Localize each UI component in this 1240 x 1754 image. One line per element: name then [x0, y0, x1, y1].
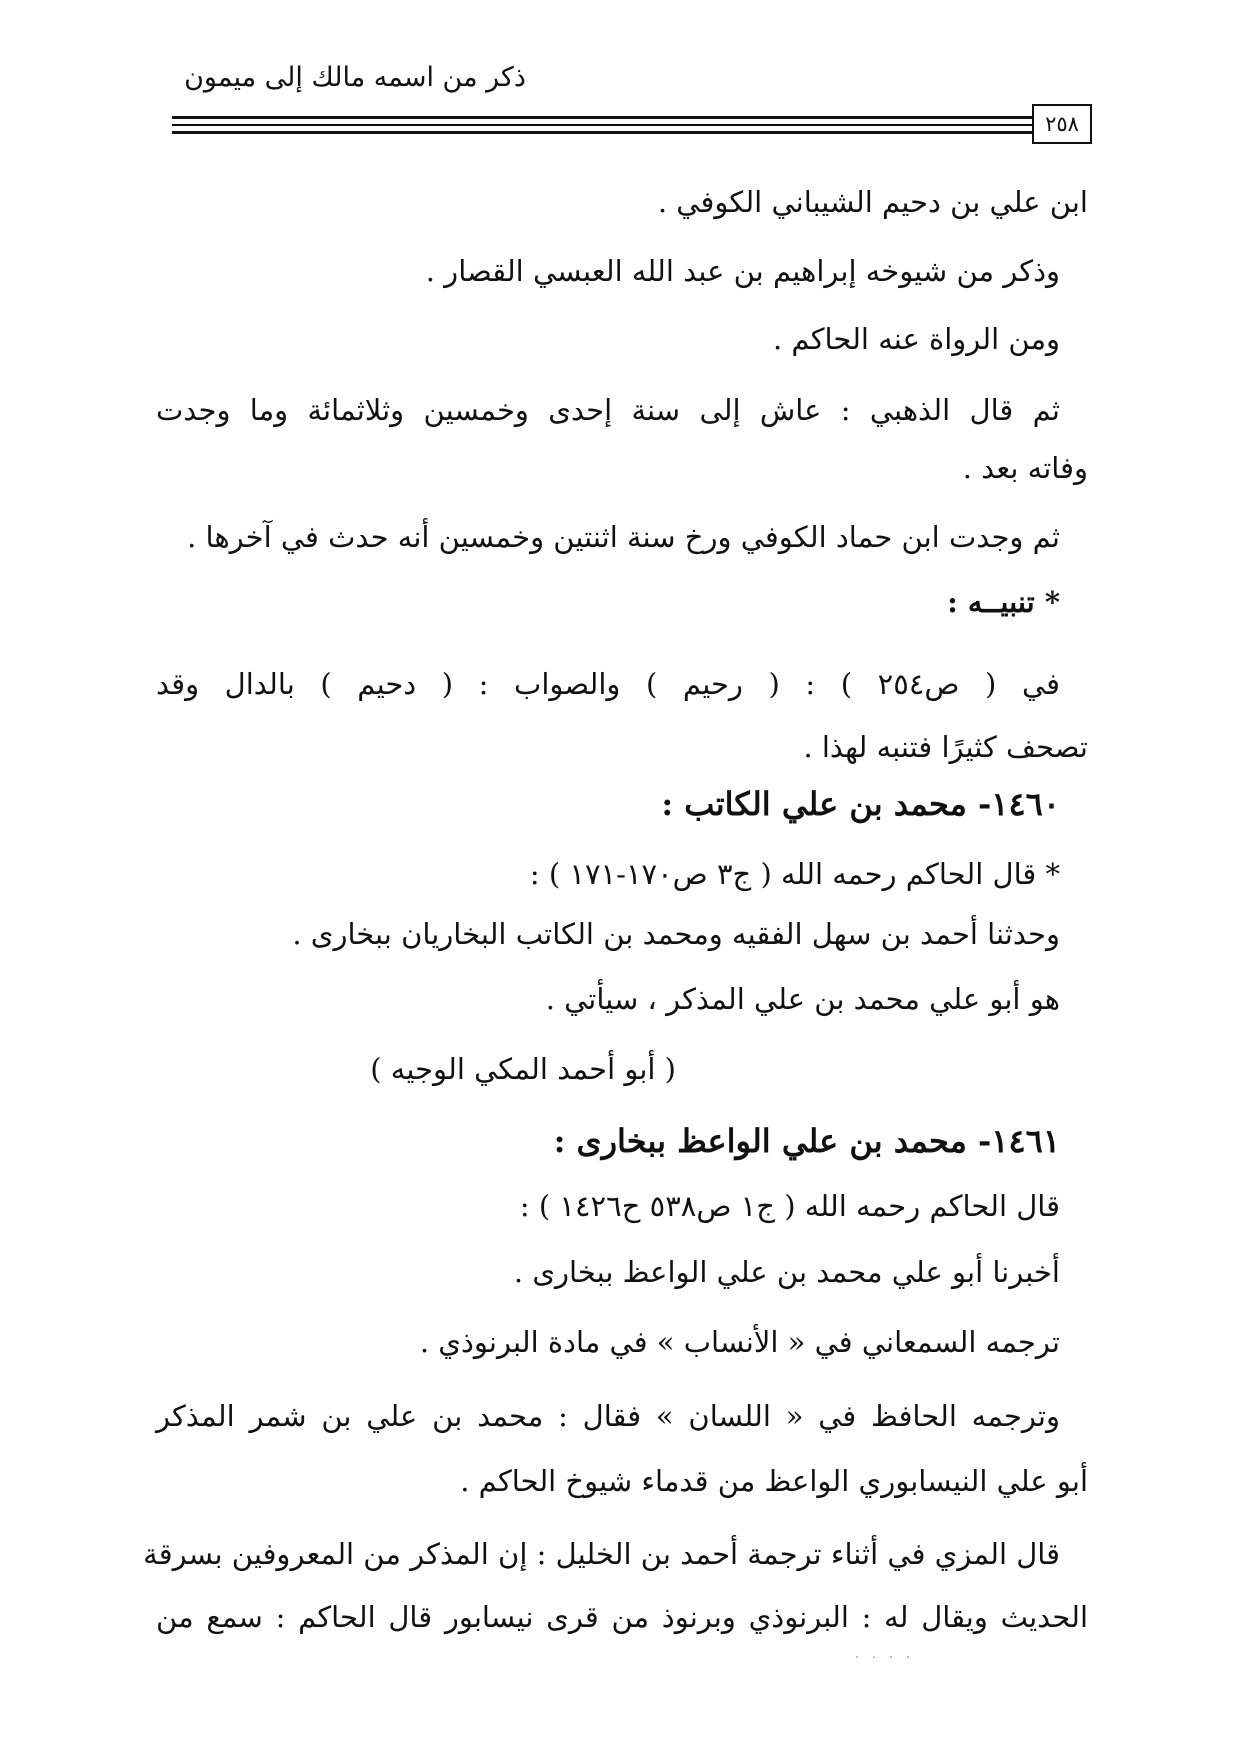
page-number: ٢٥٨ [1032, 104, 1092, 144]
text-line-1: ابن علي بن دحيم الشيباني الكوفي . [657, 185, 1088, 219]
note-heading: * تنبيــه : [947, 585, 1060, 619]
header-rule-top [172, 116, 1033, 119]
entry-heading-1461: ١٤٦١- محمد بن علي الواعظ ببخارى : [553, 1122, 1060, 1160]
running-header-title: ذكر من اسمه مالك إلى ميمون [184, 62, 526, 93]
text-line-8: في ( ص٢٥٤ ) : ( رحيم ) والصواب : ( دحيم ) بالدال وقد [156, 667, 1060, 701]
author-attribution: ( أبو أحمد المكي الوجيه ) [370, 1052, 676, 1086]
entry-heading-1460: ١٤٦٠- محمد بن علي الكاتب : [661, 785, 1060, 823]
header-rule-bottom [172, 131, 1033, 134]
text-line-2: وذكر من شيوخه إبراهيم بن عبد الله العبسي القصار . [425, 254, 1060, 288]
text-line-11: وحدثنا أحمد بن سهل الفقيه ومحمد بن الكاتب البخاريان ببخارى . [292, 917, 1060, 951]
text-line-15: أخبرنا أبو علي محمد بن علي الواعظ ببخارى . [513, 1255, 1060, 1289]
text-line-10: * قال الحاكم رحمه الله ( ج٣ ص١٧٠-١٧١ ) : [529, 857, 1060, 891]
text-line-6: ثم وجدت ابن حماد الكوفي ورخ سنة اثنتين وخمسين أنه حدث في آخرها . [187, 520, 1060, 554]
text-line-5: وفاته بعد . [962, 451, 1088, 485]
text-line-18: أبو علي النيسابوري الواعظ من قدماء شيوخ الحاكم . [460, 1464, 1088, 1498]
text-line-9: تصحف كثيرًا فتنبه لهذا . [803, 730, 1088, 764]
header-rule-middle [172, 124, 1033, 126]
scan-speckle: · · · · [855, 1650, 915, 1666]
text-line-12: هو أبو علي محمد بن علي المذكر ، سيأتي . [545, 982, 1060, 1016]
text-line-16: ترجمه السمعاني في « الأنساب » في مادة البرنوذي . [419, 1325, 1060, 1359]
text-line-19: قال المزي في أثناء ترجمة أحمد بن الخليل : إن المذكر من المعروفين بسرقة [143, 1537, 1060, 1571]
text-line-4: ثم قال الذهبي : عاش إلى سنة إحدى وخمسين وثلاثمائة وما وجدت [156, 393, 1060, 427]
text-line-14: قال الحاكم رحمه الله ( ج١ ص٥٣٨ ح١٤٢٦ ) : [519, 1189, 1060, 1223]
text-line-20: الحديث ويقال له : البرنوذي وبرنوذ من قرى نيسابور قال الحاكم : سمع من [156, 1600, 1088, 1634]
text-line-3: ومن الرواة عنه الحاكم . [772, 322, 1060, 356]
text-line-17: وترجمه الحافظ في « اللسان » فقال : محمد بن علي بن شمر المذكر [156, 1399, 1060, 1433]
